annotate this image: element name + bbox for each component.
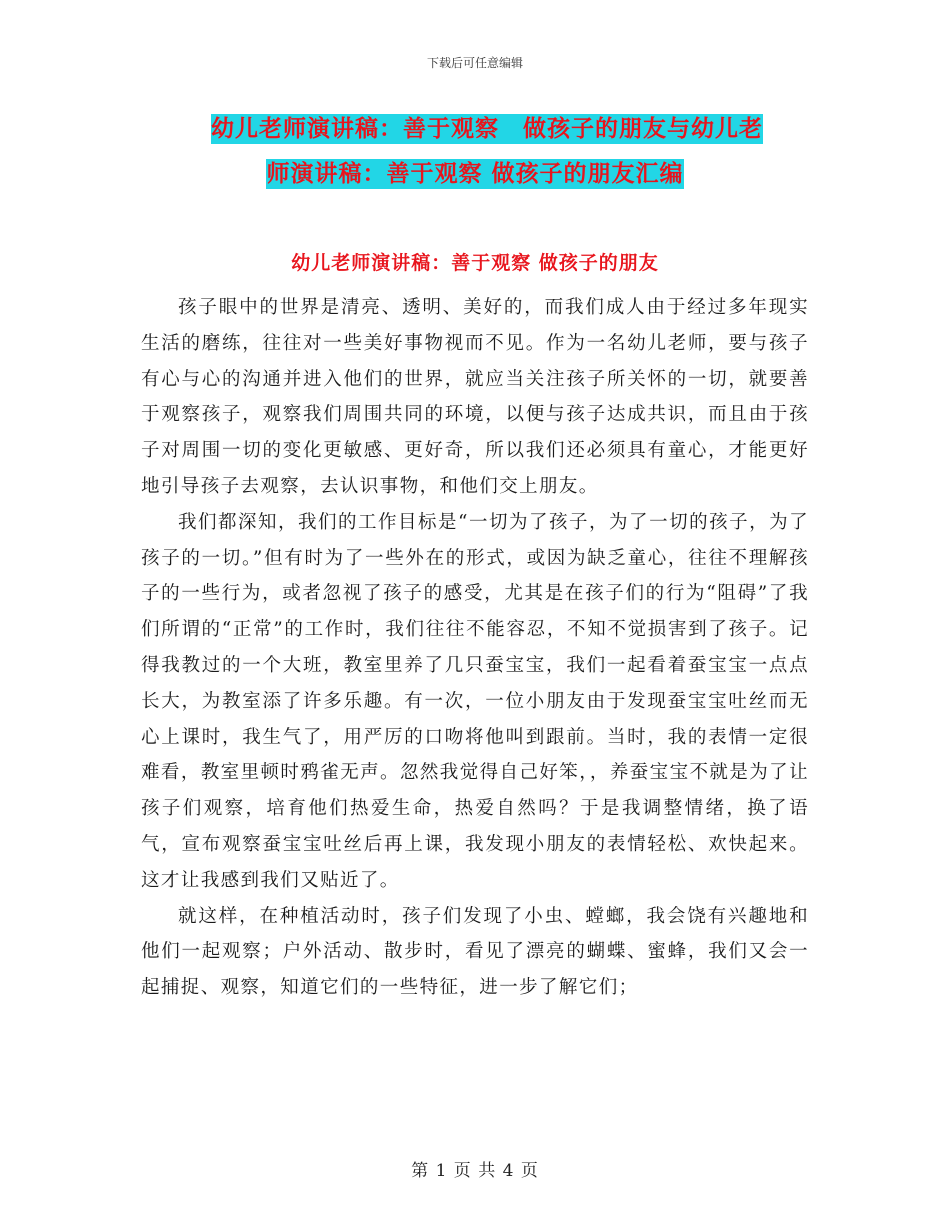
header-note: 下载后可任意编辑: [426, 56, 523, 70]
document-title-text-2: 师演讲稿：善于观察 做孩子的朋友汇编: [266, 161, 684, 187]
paragraph: 孩子眼中的世界是清亮、透明、美好的，而我们成人由于经过多年现实生活的磨练，往往对一些美好事物视而不见。作为一名幼儿老师，要与孩子有心与心的沟通并进入他们的世界，就应当关注孩子所关怀的一切，就要善于观察孩子，观察我们周围共同的环境，以便与孩子达成共识，而且由于孩子对周围一切的变化更敏感、更好奇，所以我们还必须具有童心，才能更好地引导孩子去观察，去认识事物，和他们交上朋友。: [141, 297, 809, 497]
page-indicator: 第 1 页 共 4 页: [411, 1161, 539, 1181]
document-title-line-1: [0, 111, 950, 147]
paragraph: 我们都深知，我们的工作目标是“一切为了孩子，为了一切的孩子，为了孩子的一切。”但有时为了一些外在的形式，或因为缺乏童心，往往不理解孩子的一些行为，或者忽视了孩子的感受，尤其是在孩子们的行为“阻碍”了我们所谓的“正常”的工作时，我们往往不能容忍，不知不觉损害到了孩子。记得我教过的一个大班，教室里养了几只蚕宝宝，我们一起看着蚕宝宝一点点长大，为教室添了许多乐趣。有一次，一位小朋友由于发现蚕宝宝吐丝而无心上课时，我生气了，用严厉的口吻将他叫到跟前。当时，我的表情一定很难看，教室里顿时鸦雀无声。忽然我觉得自己好笨，，养蚕宝宝不就是为了让孩子们观察，培育他们热爱生命，热爱自然吗？于是我调整情绪，换了语气，宣布观察蚕宝宝吐丝后再上课，我发现小朋友的表情轻松、欢快起来。这才让我感到我们又贴近了。: [141, 511, 809, 891]
body-text: [141, 290, 809, 1006]
document-title-line-2: [0, 156, 950, 192]
section-title: 幼儿老师演讲稿：善于观察 做孩子的朋友: [291, 252, 659, 274]
document-title-text-1: 幼儿老师演讲稿：善于观察 做孩子的朋友与幼儿老: [211, 116, 763, 142]
paragraph: 就这样，在种植活动时，孩子们发现了小虫、螳螂，我会饶有兴趣地和他们一起观察；户外活动、散步时，看见了漂亮的蝴蝶、蜜蜂，我们又会一起捕捉、观察，知道它们的一些特征，进一步了解它们；: [141, 905, 809, 999]
